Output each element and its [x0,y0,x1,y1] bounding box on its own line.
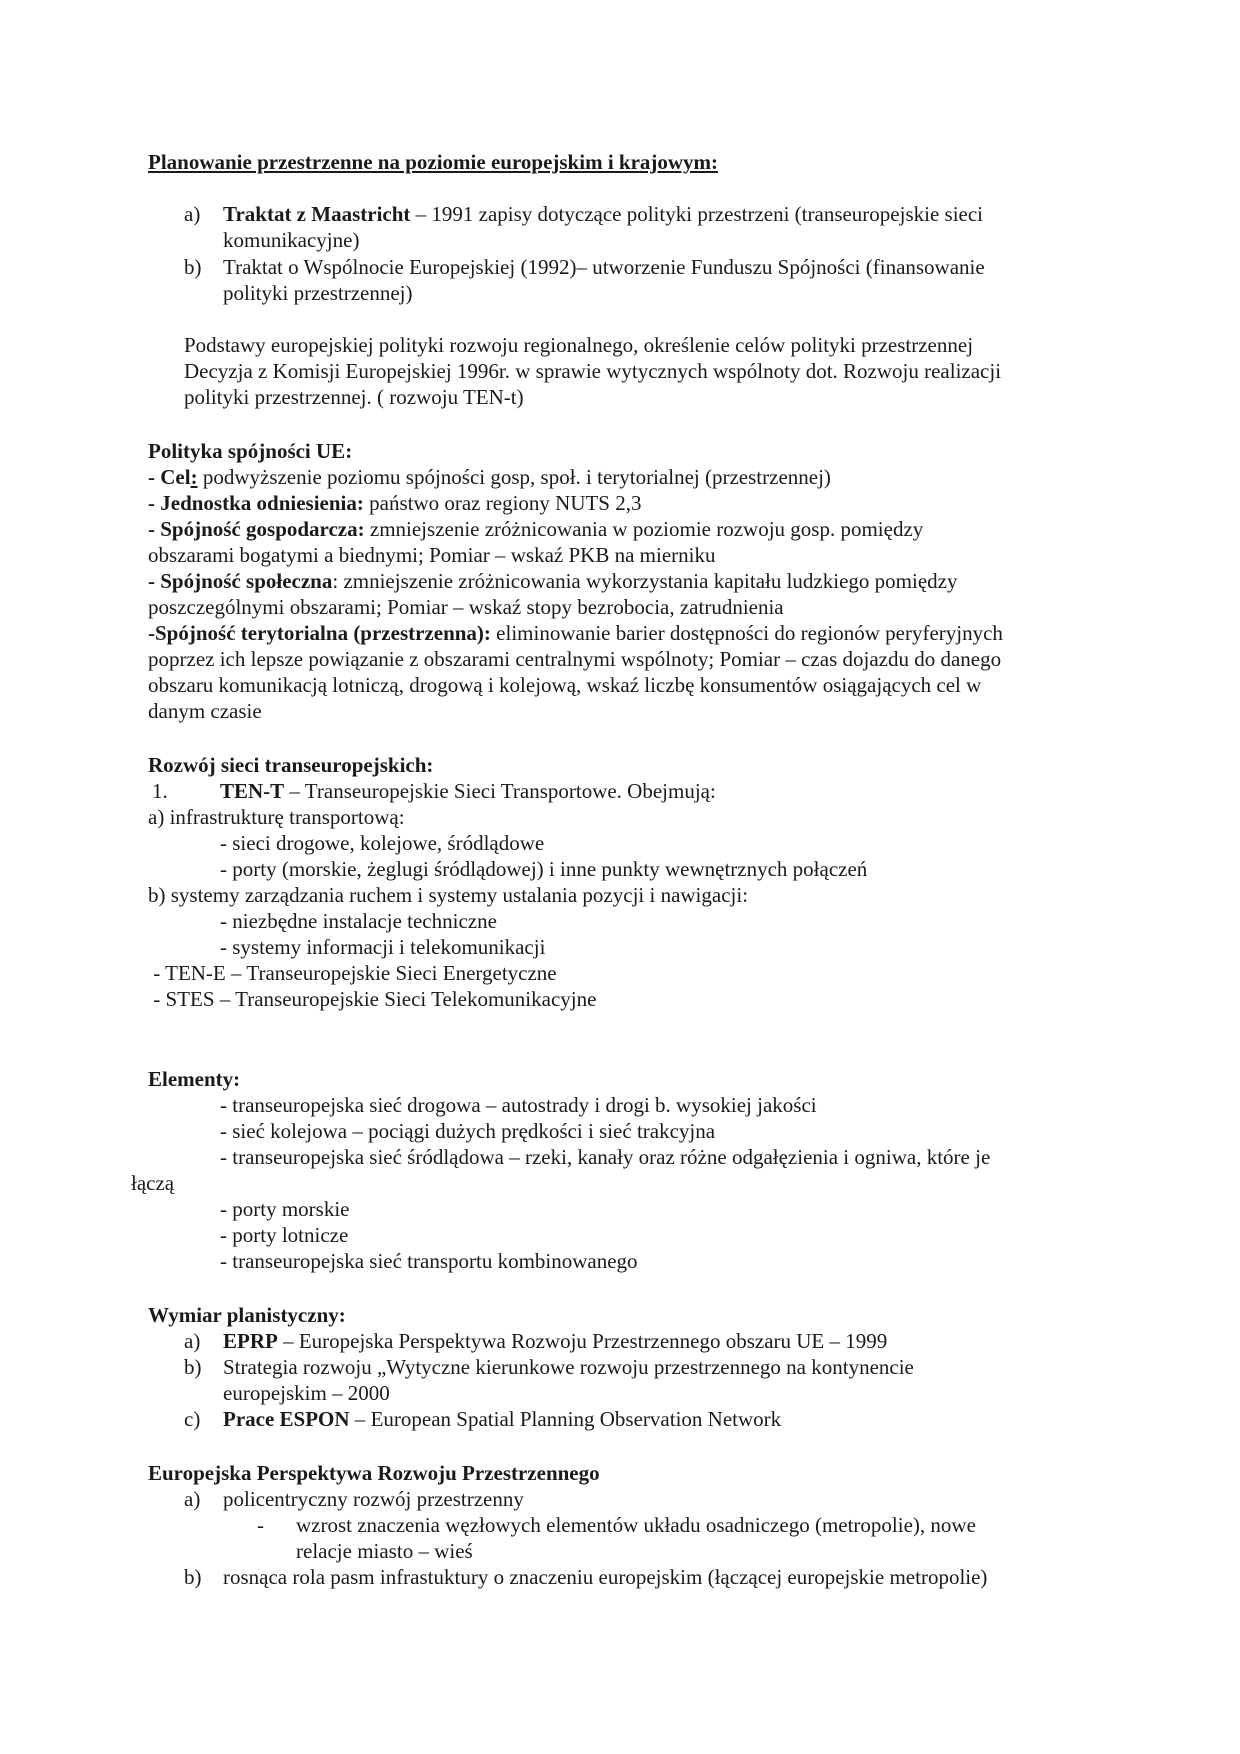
list-item: - sieci drogowe, kolejowe, śródlądowe [220,831,545,855]
term: - Spójność społeczna [148,569,333,593]
term: -Spójność terytorialna (przestrzenna): [148,621,491,645]
list-label-b: b) [184,1565,202,1589]
list-number: 1. [152,779,168,803]
list-label-a: a) [184,1329,201,1353]
list-item: - transeuropejska sieć transportu kombinowanego [220,1249,638,1273]
list-item: - systemy informacji i telekomunikacji [220,935,546,959]
section-heading-cohesion: Polityka spójności UE: [148,439,353,463]
list-label-b: b) [184,1355,202,1379]
definition-line [148,568,957,594]
list-label-a: a) [184,1487,201,1511]
definition: podwyższenie poziomu spójności gosp, społ. i terytorialnej (przestrzennej) [197,465,831,489]
section-heading-elements: Elementy: [148,1067,241,1091]
list-item: - porty (morskie, żeglugi śródlądowej) i inne punkty wewnętrznych połączeń [220,857,868,881]
term: EPRP [223,1329,278,1353]
definition-line [148,464,831,490]
list-item: - TEN-E – Transeuropejskie Sieci Energetyczne [148,961,557,985]
list-item-eprp [223,1328,887,1354]
section-heading-planning: Wymiar planistyczny: [148,1303,346,1327]
definition-line: danym czasie [148,699,262,723]
list-item-treaty: Traktat o Wspólnocie Europejskiej (1992)– utworzenie Funduszu Spójności (finansowanie [223,255,985,279]
list-item: rosnąca rola pasm infrastuktury o znaczeniu europejskim (łączącej europejskie metropolie) [223,1565,988,1589]
dash-bullet: - [257,1513,264,1537]
definition-line: obszarami bogatymi a biednymi; Pomiar – wskaź PKB na mierniku [148,543,716,567]
definition: : zmniejszenie zróżnicowania wykorzystania kapitału ludzkiego pomiędzy [332,569,958,593]
definition-line [148,620,1003,646]
list-item: - transeuropejska sieć drogowa – autostrady i drogi b. wysokiej jakości [220,1093,817,1117]
section-heading-networks: Rozwój sieci transeuropejskich: [148,753,434,777]
list-item-continuation: łączą [131,1171,175,1195]
item-text: – 1991 zapisy dotyczące polityki przestrzeni (transeuropejskie sieci [410,202,984,226]
term: - Cel [148,465,191,489]
definition: – Transeuropejskie Sieci Transportowe. Obejmują: [284,779,716,803]
definition: – European Spatial Planning Observation Network [349,1407,782,1431]
term: - Jednostka odniesienia: [148,491,364,515]
term: Prace ESPON [223,1407,350,1431]
paragraph-line: polityki przestrzennej. ( rozwoju TEN-t) [184,385,524,409]
list-item-strategy: Strategia rozwoju „Wytyczne kierunkowe rozwoju przestrzennego na kontynencie [223,1355,914,1379]
paragraph-line: Decyzja z Komisji Europejskiej 1996r. w sprawie wytycznych wspólnoty dot. Rozwoju realizacji [184,359,1002,383]
definition-line: obszaru komunikacją lotniczą, drogową i kolejową, wskaź liczbę konsumentów osiągających cel w [148,673,982,697]
page-title: Planowanie przestrzenne na poziomie europejskim i krajowym: [148,150,719,174]
paragraph-line: Podstawy europejskiej polityki rozwoju regionalnego, określenie celów polityki przestrzennej [184,333,974,357]
list-label-b: b) [184,255,202,279]
list-item: - porty morskie [220,1197,350,1221]
list-item-continuation: relacje miasto – wieś [296,1539,473,1563]
section-heading-perspective: Europejska Perspektywa Rozwoju Przestrzennego [148,1461,600,1485]
list-item-continuation: europejskim – 2000 [223,1381,390,1405]
list-item-continuation: komunikacyjne) [223,228,360,252]
definition-line: poszczególnymi obszarami; Pomiar – wskaź stopy bezrobocia, zatrudnienia [148,595,784,619]
definition-line [148,490,642,516]
list-item-continuation: polityki przestrzennej) [223,281,413,305]
definition-line [148,516,923,542]
term-colon: : [190,465,198,489]
list-item: wzrost znaczenia węzłowych elementów układu osadniczego (metropolie), nowe [296,1513,976,1537]
list-label-c: c) [184,1407,201,1431]
list-item: - porty lotnicze [220,1223,349,1247]
list-item-espon [223,1406,781,1432]
definition: zmniejszenie zróżnicowania w poziomie rozwoju gosp. pomiędzy [364,517,924,541]
item-bold: Traktat z Maastricht [223,202,411,226]
definition: eliminowanie barier dostępności do regionów peryferyjnych [490,621,1003,645]
definition-line: poprzez ich lepsze powiązanie z obszarami centralnymi wspólnoty; Pomiar – czas dojazdu do danego [148,647,1002,671]
list-item: a) infrastrukturę transportową: [148,805,405,829]
list-item: b) systemy zarządzania ruchem i systemy ustalania pozycji i nawigacji: [148,883,749,907]
definition: – Europejska Perspektywa Rozwoju Przestrzennego obszaru UE – 1999 [277,1329,888,1353]
list-item: - sieć kolejowa – pociągi dużych prędkości i sieć trakcyjna [220,1119,716,1143]
list-item-ten-t [220,778,716,804]
list-item: - transeuropejska sieć śródlądowa – rzeki, kanały oraz różne odgałęzienia i ogniwa, które je [220,1145,991,1169]
list-item: policentryczny rozwój przestrzenny [223,1487,524,1511]
list-label-a: a) [184,202,201,226]
definition: państwo oraz regiony NUTS 2,3 [363,491,642,515]
list-item-maastricht [223,201,983,227]
term: - Spójność gospodarcza: [148,517,365,541]
list-item: - niezbędne instalacje techniczne [220,909,497,933]
term: TEN-T [220,779,285,803]
list-item: - STES – Transeuropejskie Sieci Telekomunikacyjne [148,987,597,1011]
